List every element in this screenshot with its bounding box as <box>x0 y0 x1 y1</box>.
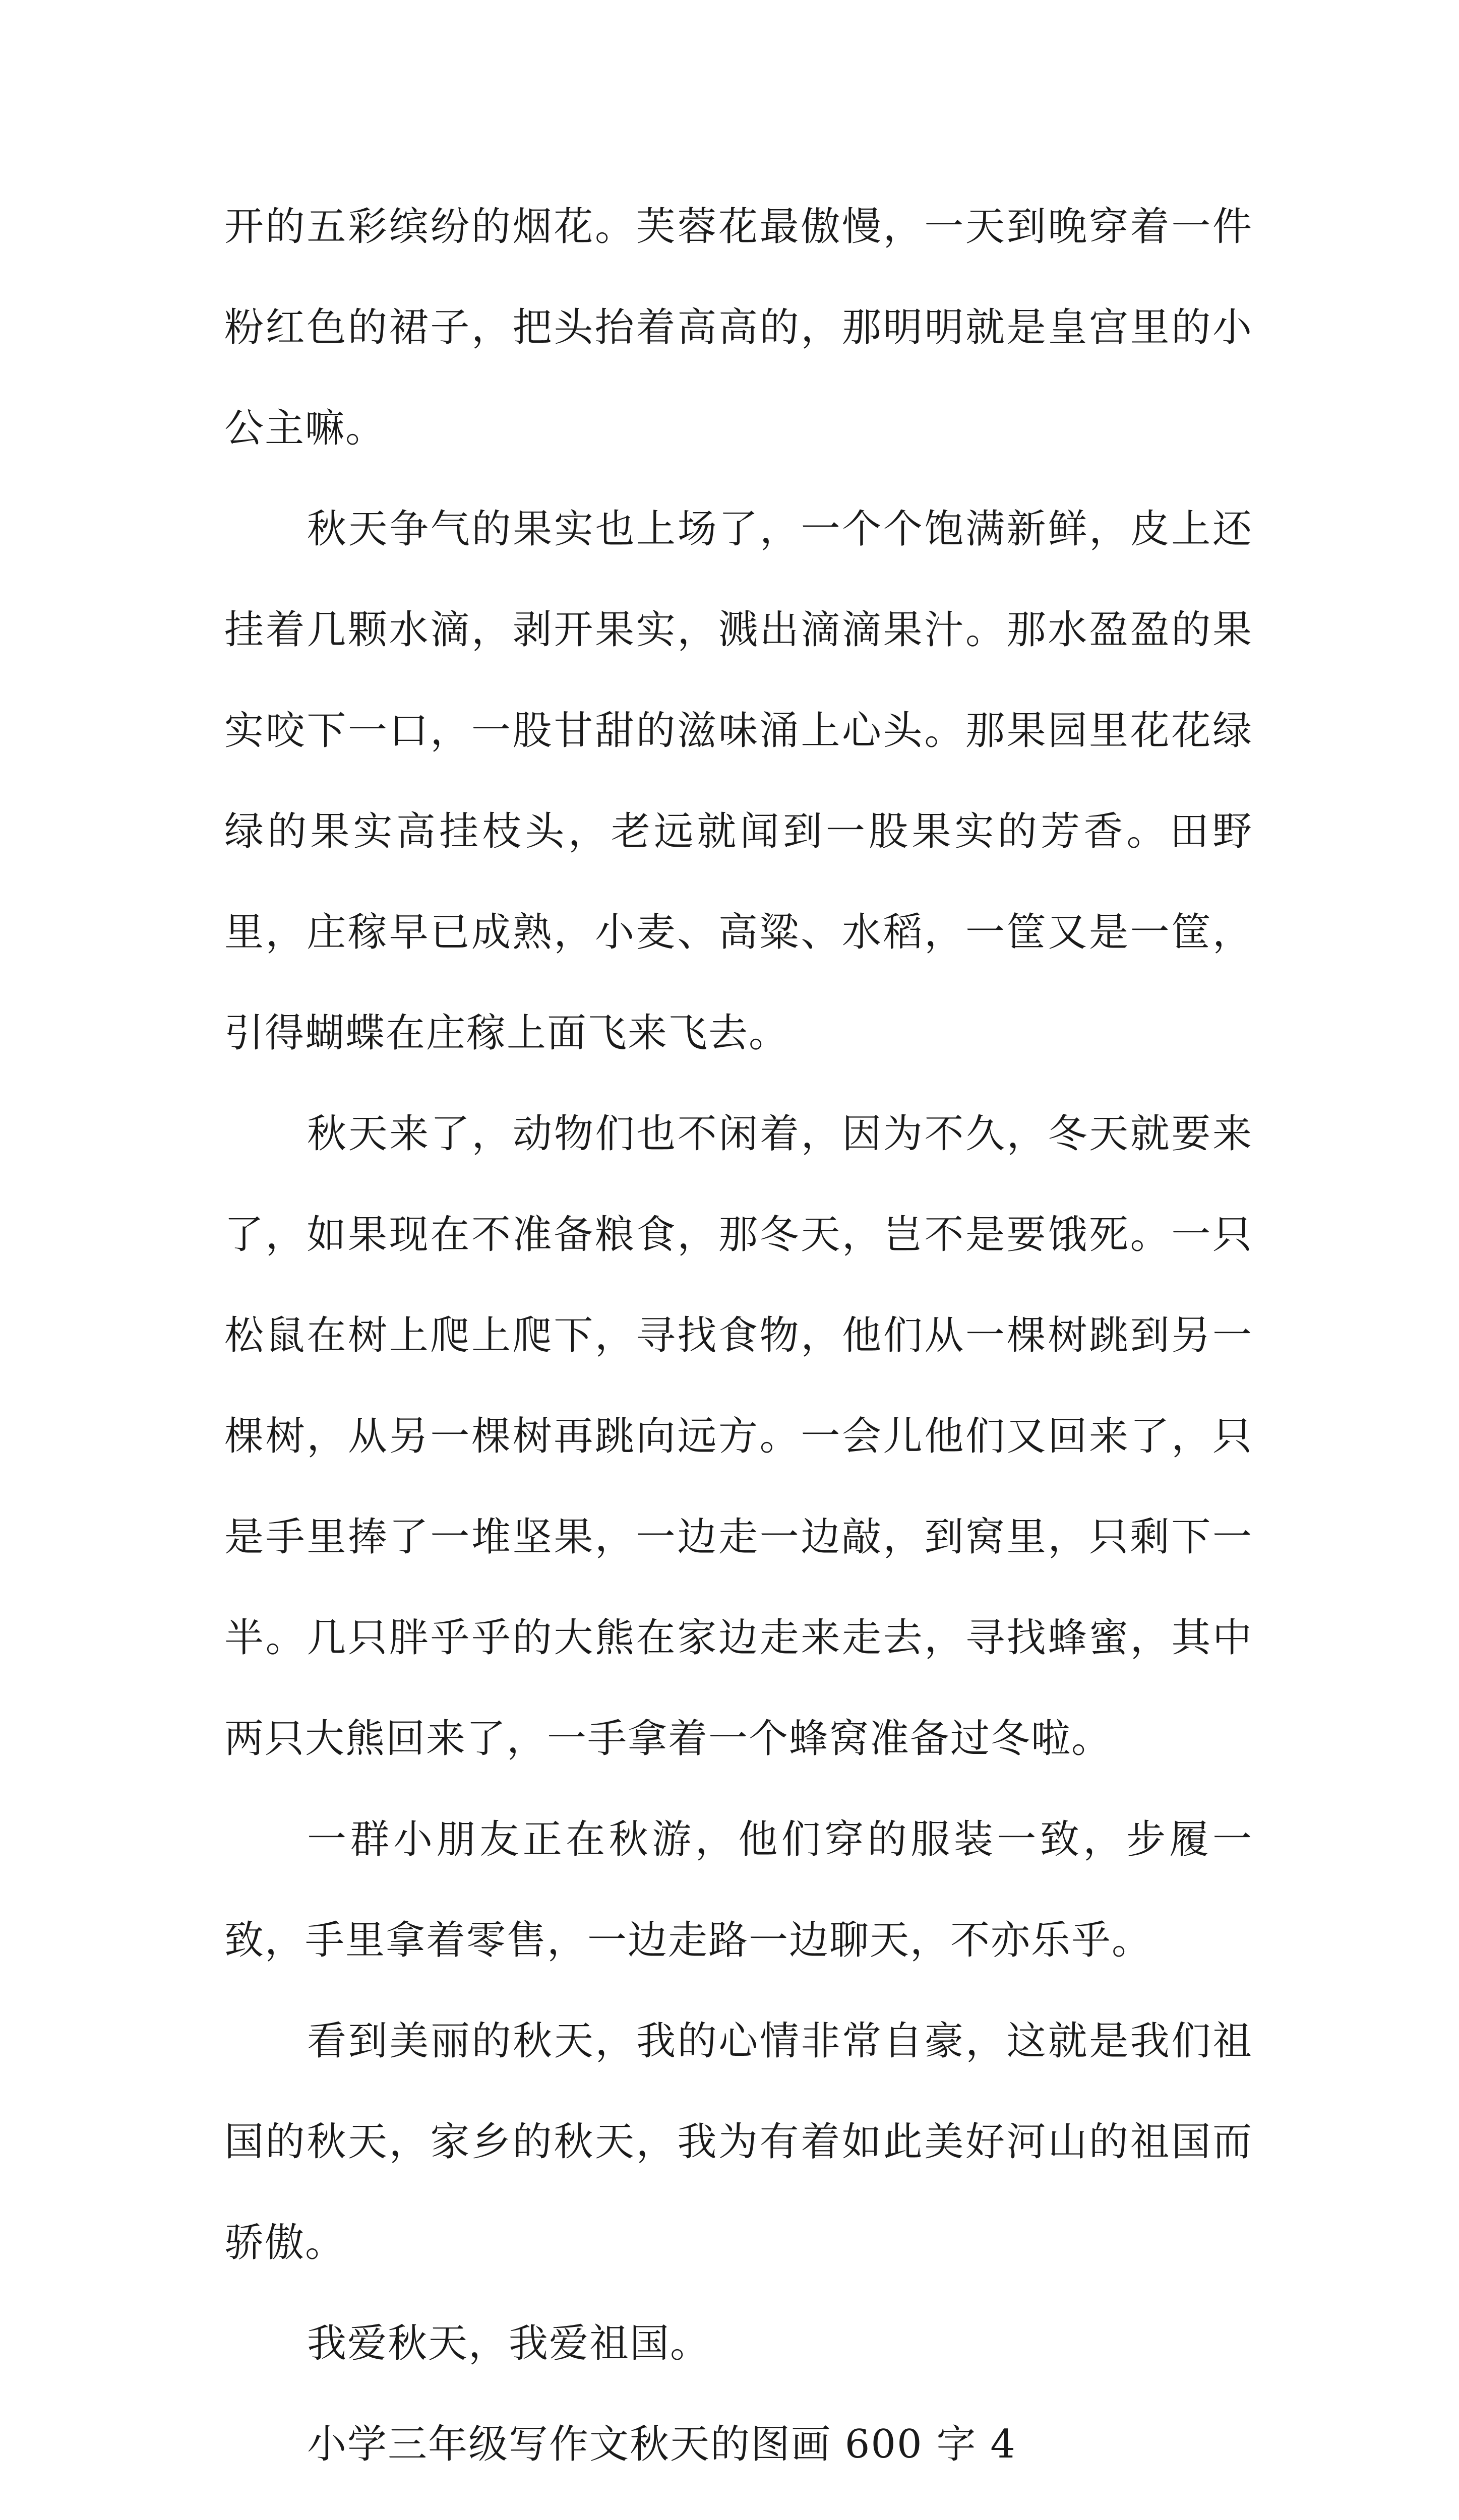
paragraph-pride: 看到美丽的秋天，我的心情非常自豪，这就是我们祖国的秋天，家乡的秋天，我为有着如此美好河山的祖国而骄傲。 <box>224 2019 1253 2265</box>
paragraph-fruits: 秋天争气的果实也上场了，一个个饱满新鲜，皮上还挂着几颗水滴，剥开果实，溅出滴滴果汁。那水盈盈的果实咬下一口，一股甘甜的滋味涌上心头。那果园里花花绿绿的果实高挂枝头，老远就闻到一股果实的芳香。田野里，庄稼早已成熟，小麦、高粱、水稻，一筐又是一筐，引得蝴蝶在庄稼上面飞来飞去。 <box>224 507 1253 1056</box>
section-heading: 小学三年级写作文秋天的图画 600 字 4 <box>307 2422 1016 2467</box>
paragraph-children-outing: 一群小朋友正在秋游，他们穿的服装一致，步履一致，手里拿着零售，一边走路一边聊天，不亦乐乎。 <box>224 1817 1253 1963</box>
paragraph-flowers-continued: 开的五彩缤纷的烟花。芙蓉花最傲慢，一天到晚穿着一件粉红色的裙子，把头抬着高高的，那明明就是皇宫里的小公主嘛。 <box>224 204 1253 451</box>
document-body <box>224 176 1253 2520</box>
paragraph-romantic-season <box>224 2495 1253 2520</box>
paragraph-animals: 秋天来了，动物们也不闲着，因为不久，冬天就要来了，如果现在不准备粮食，那冬天，岂不是要饿死。一只松鼠在树上爬上爬下，寻找食物，他们从一棵树跳到另一棵树，从另一棵树再跳向远方。一会儿他们又回来了，只是手里捧了一堆坚果，一边走一边敲，到窝里，只剩下一半。几只胖乎乎的大熊在家边走来走去，寻找蜂蜜，其中两只大熊回来了，一手拿着一个蜂窝准备过冬啦。 <box>224 1111 1253 1761</box>
paragraph-love-autumn: 我爱秋天，我爱祖国。 <box>307 2321 711 2366</box>
